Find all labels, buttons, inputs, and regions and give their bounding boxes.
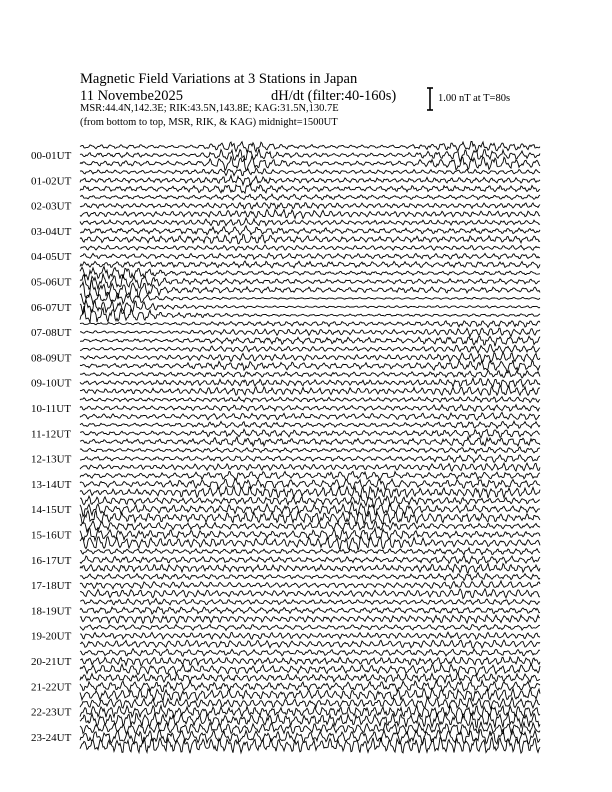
trace-14-15UT-MSR bbox=[80, 496, 540, 508]
trace-04-05UT-KAG bbox=[80, 261, 540, 268]
hour-label-21-22UT: 21-22UT bbox=[31, 681, 72, 694]
trace-16-17UT-MSR bbox=[80, 548, 540, 555]
trace-13-14UT-MSR bbox=[80, 472, 540, 481]
trace-02-03UT-MSR bbox=[80, 194, 540, 200]
trace-11-12UT-RIK bbox=[80, 429, 540, 438]
trace-16-17UT-RIK bbox=[80, 556, 540, 564]
hour-label-20-21UT: 20-21UT bbox=[31, 656, 72, 668]
trace-01-02UT-KAG bbox=[80, 184, 540, 193]
chart-date: 11 Novembe2025 bbox=[80, 88, 183, 104]
trace-21-22UT-MSR bbox=[80, 673, 540, 683]
scale-label: 1.00 nT at T=80s bbox=[438, 93, 511, 104]
trace-22-23UT-MSR bbox=[80, 698, 540, 710]
trace-07-08UT-KAG bbox=[80, 336, 540, 346]
trace-09-10UT-KAG bbox=[80, 386, 540, 396]
trace-05-06UT-MSR bbox=[80, 267, 540, 281]
hour-label-18-19UT: 18-19UT bbox=[31, 605, 72, 618]
trace-18-19UT-KAG bbox=[80, 615, 540, 623]
trace-12-13UT-KAG bbox=[80, 463, 540, 471]
hour-label-06-07UT: 06-07UT bbox=[31, 301, 72, 314]
trace-19-20UT-MSR bbox=[80, 625, 540, 631]
trace-13-14UT-KAG bbox=[80, 486, 540, 499]
trace-15-16UT-KAG bbox=[80, 536, 540, 550]
trace-13-14UT-RIK bbox=[80, 478, 540, 489]
trace-00-01UT-MSR bbox=[80, 142, 540, 153]
trace-01-02UT-MSR bbox=[80, 168, 540, 175]
trace-09-10UT-RIK bbox=[80, 378, 540, 387]
trace-12-13UT-RIK bbox=[80, 455, 540, 463]
trace-00-01UT-KAG bbox=[80, 156, 540, 171]
trace-16-17UT-KAG bbox=[80, 563, 540, 573]
trace-04-05UT-MSR bbox=[80, 245, 540, 251]
trace-08-09UT-MSR bbox=[80, 344, 540, 353]
trace-10-11UT-MSR bbox=[80, 397, 540, 403]
trace-20-21UT-KAG bbox=[80, 664, 540, 675]
station-coordinates: MSR:44.4N,142.3E; RIK:43.5N,143.8E; KAG:31.5N,130.7E bbox=[80, 103, 339, 114]
hour-labels bbox=[31, 150, 72, 744]
hour-label-01-02UT: 01-02UT bbox=[31, 175, 72, 188]
trace-09-10UT-MSR bbox=[80, 370, 540, 378]
trace-02-03UT-KAG bbox=[80, 210, 540, 219]
trace-19-20UT-RIK bbox=[80, 632, 540, 639]
hour-label-16-17UT: 16-17UT bbox=[31, 554, 72, 567]
hour-label-07-08UT: 07-08UT bbox=[31, 327, 72, 340]
trace-07-08UT-MSR bbox=[80, 321, 540, 328]
trace-17-18UT-KAG bbox=[80, 589, 540, 599]
chart-quantity: dH/dt (filter:40-160s) bbox=[271, 88, 397, 104]
trace-03-04UT-MSR bbox=[80, 218, 540, 226]
trace-20-21UT-MSR bbox=[80, 649, 540, 657]
hour-label-09-10UT: 09-10UT bbox=[31, 377, 72, 390]
hour-label-08-09UT: 08-09UT bbox=[31, 352, 72, 365]
trace-08-09UT-KAG bbox=[80, 360, 540, 372]
trace-07-08UT-RIK bbox=[80, 328, 540, 337]
hour-label-00-01UT: 00-01UT bbox=[31, 150, 72, 162]
trace-04-05UT-RIK bbox=[80, 253, 540, 259]
station-order-note: (from bottom to top, MSR, RIK, & KAG) midnight=1500UT bbox=[80, 117, 338, 128]
hour-label-23-24UT: 23-24UT bbox=[31, 731, 72, 744]
hour-label-05-06UT: 05-06UT bbox=[31, 276, 72, 289]
trace-01-02UT-RIK bbox=[80, 176, 540, 185]
trace-11-12UT-KAG bbox=[80, 437, 540, 446]
trace-12-13UT-MSR bbox=[80, 447, 540, 453]
trace-20-21UT-RIK bbox=[80, 657, 540, 666]
trace-10-11UT-KAG bbox=[80, 412, 540, 420]
chart-title: Magnetic Field Variations at 3 Stations in Japan bbox=[80, 71, 358, 87]
hour-label-13-14UT: 13-14UT bbox=[31, 478, 72, 491]
hour-label-15-16UT: 15-16UT bbox=[31, 529, 72, 542]
trace-03-04UT-RIK bbox=[80, 226, 540, 235]
hour-label-03-04UT: 03-04UT bbox=[31, 225, 72, 238]
hour-label-17-18UT: 17-18UT bbox=[31, 580, 72, 593]
hour-label-12-13UT: 12-13UT bbox=[31, 453, 72, 466]
hour-label-14-15UT: 14-15UT bbox=[31, 504, 72, 517]
trace-23-24UT-KAG bbox=[80, 737, 540, 754]
trace-17-18UT-MSR bbox=[80, 573, 540, 581]
trace-05-06UT-RIK bbox=[80, 274, 540, 290]
trace-21-22UT-KAG bbox=[80, 689, 540, 701]
trace-00-01UT-RIK bbox=[80, 149, 540, 162]
hour-label-10-11UT: 10-11UT bbox=[31, 403, 71, 415]
hour-label-02-03UT: 02-03UT bbox=[31, 200, 72, 213]
trace-02-03UT-RIK bbox=[80, 203, 540, 209]
hour-label-22-23UT: 22-23UT bbox=[31, 706, 72, 719]
trace-03-04UT-KAG bbox=[80, 234, 540, 243]
scale-bar bbox=[427, 88, 433, 110]
hour-label-11-12UT: 11-12UT bbox=[31, 428, 71, 441]
trace-08-09UT-RIK bbox=[80, 353, 540, 362]
trace-18-19UT-RIK bbox=[80, 607, 540, 614]
hour-label-04-05UT: 04-05UT bbox=[31, 251, 72, 264]
trace-17-18UT-RIK bbox=[80, 581, 540, 589]
trace-23-24UT-RIK bbox=[80, 729, 540, 744]
trace-06-07UT-MSR bbox=[80, 293, 540, 304]
trace-10-11UT-RIK bbox=[80, 405, 540, 412]
trace-19-20UT-KAG bbox=[80, 640, 540, 648]
trace-15-16UT-MSR bbox=[80, 521, 540, 533]
trace-11-12UT-MSR bbox=[80, 421, 540, 428]
traces bbox=[80, 142, 540, 754]
trace-18-19UT-MSR bbox=[80, 599, 540, 605]
hour-label-19-20UT: 19-20UT bbox=[31, 630, 72, 643]
